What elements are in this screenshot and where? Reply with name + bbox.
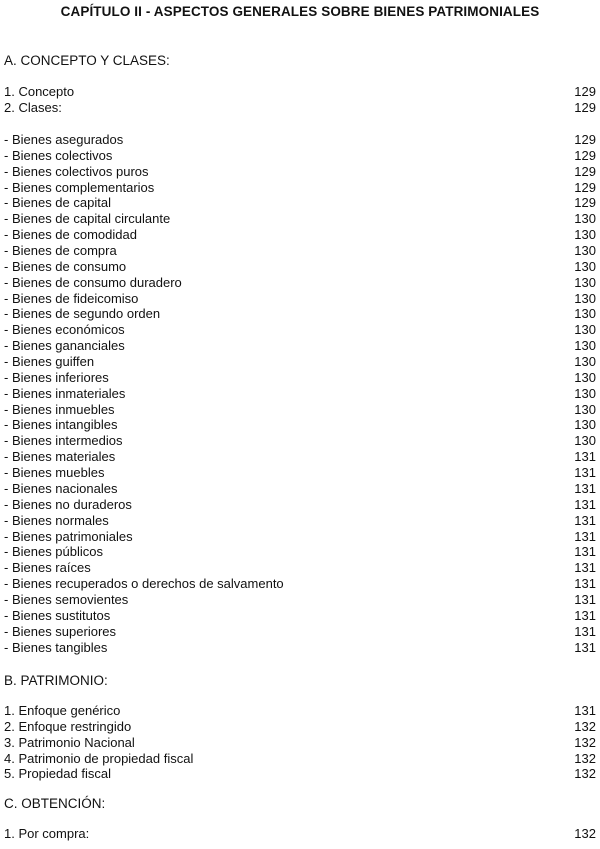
- toc-entry: [4, 592, 596, 608]
- toc-entry-label: - Bienes inferiores: [4, 369, 109, 385]
- toc-entry-page: 130: [574, 417, 596, 433]
- toc-entry: [4, 544, 596, 560]
- section-c-heading: C. OBTENCIÓN:: [4, 796, 106, 811]
- toc-entry-page: 132: [574, 750, 596, 766]
- toc-entry-page: 130: [574, 433, 596, 449]
- toc-entry: [4, 826, 596, 842]
- section-b-heading: B. PATRIMONIO:: [4, 673, 108, 688]
- toc-entry-label: - Bienes asegurados: [4, 132, 124, 147]
- toc-entry: [4, 164, 596, 180]
- toc-entry-page: 129: [574, 132, 596, 147]
- toc-entry-label: - Bienes nacionales: [4, 480, 118, 496]
- toc-entry-page: 131: [574, 576, 596, 592]
- toc-entry: [4, 338, 596, 354]
- toc-entry-page: 131: [574, 607, 596, 623]
- toc-entry-page: 129: [574, 179, 596, 195]
- toc-entry-label: - Bienes complementarios: [4, 179, 155, 195]
- toc-entry-label: 1. Concepto: [4, 84, 75, 99]
- toc-entry-label: - Bienes materiales: [4, 449, 116, 465]
- toc-entry-page: 130: [574, 354, 596, 370]
- toc-entry: [4, 386, 596, 402]
- toc-entry-page: 129: [574, 99, 596, 115]
- toc-entry-page: 131: [574, 639, 596, 655]
- toc-entry-label: - Bienes muebles: [4, 465, 105, 481]
- toc-entry-page: 131: [574, 528, 596, 544]
- toc-entry: [4, 180, 596, 196]
- toc-entry-label: - Bienes económicos: [4, 322, 125, 338]
- toc-entry-page: 131: [574, 512, 596, 528]
- toc-entry-page: 131: [574, 465, 596, 481]
- toc-entry: [4, 560, 596, 576]
- toc-entry: [4, 259, 596, 275]
- toc-entry: [4, 243, 596, 259]
- toc-entry-page: 132: [574, 766, 596, 782]
- toc-entry-page: 129: [574, 84, 596, 99]
- toc-entry: [4, 275, 596, 291]
- toc-entry-label: - Bienes de segundo orden: [4, 306, 161, 322]
- toc-entry-label: - Bienes normales: [4, 512, 109, 528]
- toc-entry: [4, 576, 596, 592]
- toc-entry: [4, 148, 596, 164]
- toc-entry: [4, 306, 596, 322]
- toc-entry: [4, 751, 596, 767]
- toc-entry-page: 130: [574, 274, 596, 290]
- toc-entry-label: - Bienes de consumo duradero: [4, 274, 182, 290]
- toc-entry: [4, 433, 596, 449]
- toc-entry-label: - Bienes de capital circulante: [4, 211, 171, 227]
- toc-entry: [4, 322, 596, 338]
- toc-entry: [4, 497, 596, 513]
- toc-entry-label: - Bienes no duraderos: [4, 496, 132, 512]
- toc-entry-label: - Bienes de fideicomiso: [4, 290, 139, 306]
- toc-entry: [4, 370, 596, 386]
- toc-entry-label: - Bienes semovientes: [4, 591, 129, 607]
- toc-entry-label: - Bienes colectivos puros: [4, 163, 149, 179]
- toc-entry-label: 3. Patrimonio Nacional: [4, 734, 135, 750]
- toc-entry: [4, 132, 596, 148]
- toc-entry-page: 131: [574, 623, 596, 639]
- toc-entry-label: - Bienes públicos: [4, 544, 103, 560]
- toc-entry: [4, 354, 596, 370]
- toc-entry-page: 130: [574, 211, 596, 227]
- toc-entry: [4, 195, 596, 211]
- toc-entry: [4, 608, 596, 624]
- toc-entry-page: 132: [574, 734, 596, 750]
- toc-entry-page: 131: [574, 703, 596, 718]
- toc-entry: [4, 227, 596, 243]
- toc-entry-label: - Bienes recuperados o derechos de salvamento: [4, 576, 284, 592]
- chapter-title: CAPÍTULO II - ASPECTOS GENERALES SOBRE BIENES PATRIMONIALES: [60, 4, 540, 19]
- toc-entry: [4, 640, 596, 656]
- toc-entry-page: 130: [574, 385, 596, 401]
- toc-entry-page: 132: [574, 826, 596, 841]
- toc-entry-page: 130: [574, 290, 596, 306]
- toc-entry: [4, 449, 596, 465]
- toc-entry-label: 2. Clases:: [4, 99, 62, 115]
- toc-entry-page: 130: [574, 322, 596, 338]
- toc-entry: [4, 703, 596, 719]
- toc-entry-label: - Bienes inmateriales: [4, 385, 126, 401]
- toc-entry: [4, 291, 596, 307]
- toc-entry-page: 130: [574, 243, 596, 259]
- toc-entry-label: 1. Por compra:: [4, 826, 90, 841]
- toc-entry: [4, 100, 596, 116]
- toc-entry-page: 131: [574, 496, 596, 512]
- toc-entry: [4, 719, 596, 735]
- toc-entry-label: - Bienes de compra: [4, 243, 117, 259]
- toc-entry-page: 129: [574, 147, 596, 163]
- toc-entry-page: 129: [574, 163, 596, 179]
- toc-entry-page: 131: [574, 480, 596, 496]
- toc-entry: [4, 624, 596, 640]
- toc-entry-page: 130: [574, 338, 596, 354]
- toc-entry-label: - Bienes raíces: [4, 560, 91, 576]
- toc-entry: [4, 402, 596, 418]
- toc-entry-page: 129: [574, 195, 596, 211]
- toc-entry-label: - Bienes de comodidad: [4, 227, 137, 243]
- toc-entry-page: 130: [574, 306, 596, 322]
- toc-entry-page: 130: [574, 401, 596, 417]
- toc-entry-label: - Bienes gananciales: [4, 338, 125, 354]
- toc-entry: [4, 513, 596, 529]
- toc-entry-label: 5. Propiedad fiscal: [4, 766, 111, 782]
- toc-entry-page: 131: [574, 544, 596, 560]
- toc-entry: [4, 211, 596, 227]
- toc-entry-label: - Bienes patrimoniales: [4, 528, 133, 544]
- toc-entry: [4, 766, 596, 782]
- toc-entry-label: - Bienes de capital: [4, 195, 111, 211]
- toc-entry-label: 1. Enfoque genérico: [4, 703, 121, 718]
- toc-entry-label: - Bienes tangibles: [4, 639, 108, 655]
- toc-entry-page: 130: [574, 369, 596, 385]
- toc-entry: [4, 84, 596, 100]
- section-a-heading: A. CONCEPTO Y CLASES:: [4, 53, 170, 68]
- toc-entry: [4, 417, 596, 433]
- toc-entry-label: - Bienes guiffen: [4, 354, 95, 370]
- toc-entry-label: - Bienes colectivos: [4, 147, 113, 163]
- toc-entry: [4, 529, 596, 545]
- toc-entry-page: 132: [574, 718, 596, 734]
- toc-entry: [4, 481, 596, 497]
- toc-entry-label: 4. Patrimonio de propiedad fiscal: [4, 750, 194, 766]
- toc-entry-label: - Bienes intangibles: [4, 417, 118, 433]
- toc-entry: [4, 735, 596, 751]
- toc-entry-page: 131: [574, 449, 596, 465]
- toc-entry-page: 130: [574, 227, 596, 243]
- toc-entry: [4, 465, 596, 481]
- toc-entry-page: 130: [574, 258, 596, 274]
- toc-entry-label: - Bienes superiores: [4, 623, 116, 639]
- toc-entry-page: 131: [574, 560, 596, 576]
- toc-entry-label: - Bienes sustitutos: [4, 607, 111, 623]
- toc-entry-label: 2. Enfoque restringido: [4, 718, 132, 734]
- toc-entry-page: 131: [574, 591, 596, 607]
- toc-entry-label: - Bienes de consumo: [4, 258, 127, 274]
- toc-entry-label: - Bienes intermedios: [4, 433, 123, 449]
- toc-entry-label: - Bienes inmuebles: [4, 401, 115, 417]
